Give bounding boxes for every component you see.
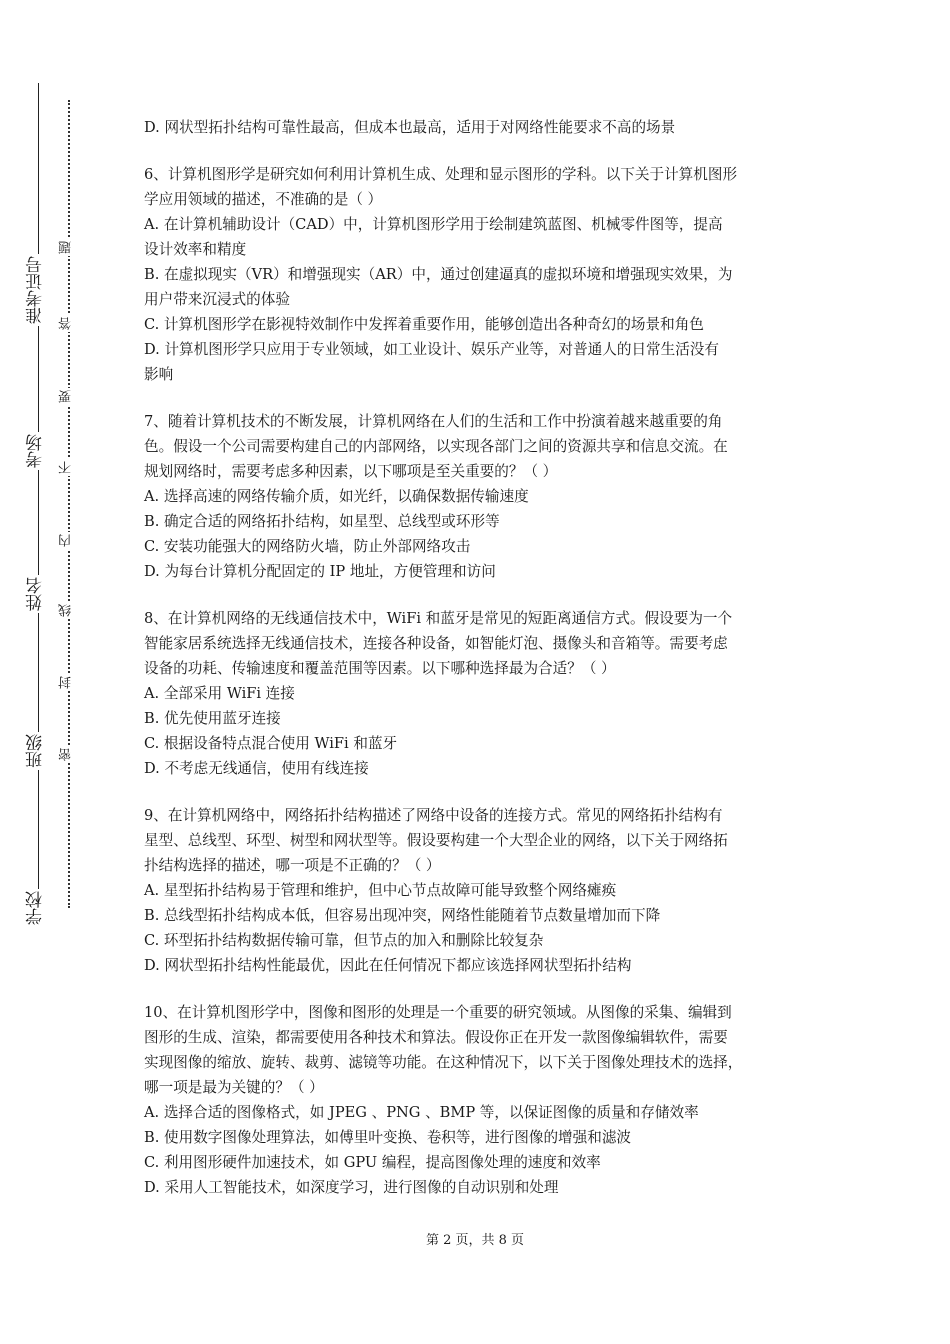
seal-char: 要 (59, 390, 74, 403)
q7-stem: 色。假设一个公司需要构建自己的内部网络，以实现各部门之间的资源共享和信息交流。在 (144, 438, 728, 455)
name-label: 姓名 (26, 577, 46, 611)
q6-option-a: 设计效率和精度 (144, 241, 247, 258)
q10-stem: 10、在计算机图形学中，图像和图形的处理是一个重要的研究领域。从图像的采集、编辑到 (144, 1004, 732, 1021)
exam-room-label: 考场 (26, 434, 46, 468)
school-label: 学校 (26, 891, 46, 925)
q8-stem: 8、在计算机网络的无线通信技术中，WiFi 和蓝牙是常见的短距离通信方式。假设要为一个 (144, 610, 733, 627)
q10-option-b: B. 使用数字图像处理算法，如傅里叶变换、卷积等，进行图像的增强和滤波 (144, 1129, 632, 1146)
q9-option-b: B. 总线型拓扑结构成本低，但容易出现冲突，网络性能随着节点数量增加而下降 (144, 907, 661, 924)
q10-stem: 哪一项是最为关键的？（ ） (144, 1079, 324, 1096)
q5-option-d: D. 网状型拓扑结构可靠性最高，但成本也最高，适用于对网络性能要求不高的场景 (144, 119, 676, 136)
q6-option-d: D. 计算机图形学只应用于专业领域，如工业设计、娱乐产业等，对普通人的日常生活没有 (144, 341, 720, 358)
q7-option-b: B. 确定合适的网络拓扑结构，如星型、总线型或环形等 (144, 513, 500, 530)
seal-char: 题 (59, 241, 74, 254)
q10-option-c: C. 利用图形硬件加速技术，如 GPU 编程，提高图像处理的速度和效率 (144, 1154, 601, 1171)
seal-char: 内 (59, 534, 74, 547)
q8-option-d: D. 不考虑无线通信，使用有线连接 (144, 760, 369, 777)
class-label: 班级 (26, 734, 46, 768)
q10-stem: 实现图像的缩放、旋转、裁剪、滤镜等功能。在这种情况下，以下关于图像处理技术的选择， (144, 1054, 743, 1071)
q6-option-d: 影响 (144, 366, 174, 383)
q7-option-c: C. 安装功能强大的网络防火墙，防止外部网络攻击 (144, 538, 471, 555)
q6-option-b: 用户带来沉浸式的体验 (144, 291, 290, 308)
q9-option-c: C. 环型拓扑结构数据传输可靠，但节点的加入和删除比较复杂 (144, 932, 544, 949)
seal-char: 密 (59, 748, 74, 761)
q7-stem: 7、随着计算机技术的不断发展，计算机网络在人们的生活和工作中扮演着越来越重要的角 (144, 413, 723, 430)
q6-option-c: C. 计算机图形学在影视特效制作中发挥着重要作用，能够创造出各种奇幻的场景和角色 (144, 316, 704, 333)
binding-margin (0, 0, 110, 1344)
q7-stem: 规划网络时，需要考虑多种因素，以下哪项是至关重要的？（ ） (144, 463, 558, 480)
q9-stem: 9、在计算机网络中，网络拓扑结构描述了网络中设备的连接方式。常见的网络拓扑结构有 (144, 807, 723, 824)
seal-char: 线 (59, 604, 74, 617)
seal-char: 封 (59, 676, 74, 689)
q8-option-a: A. 全部采用 WiFi 连接 (144, 685, 295, 702)
q9-stem: 星型、总线型、环型、树型和网状型等。假设要构建一个大型企业的网络，以下关于网络拓 (144, 832, 728, 849)
q9-option-a: A. 星型拓扑结构易于管理和维护，但中心节点故障可能导致整个网络瘫痪 (144, 882, 617, 899)
exam-id-label: 准考证号 (26, 256, 46, 324)
question-content (144, 115, 814, 1200)
q7-option-a: A. 选择高速的网络传输介质，如光纤，以确保数据传输速度 (144, 488, 529, 505)
q8-option-c: C. 根据设备特点混合使用 WiFi 和蓝牙 (144, 735, 398, 752)
page-number: 第 2 页，共 8 页 (425, 1233, 525, 1248)
binding-solid-line (38, 83, 39, 925)
q10-option-a: A. 选择合适的图像格式，如 JPEG 、PNG 、BMP 等，以保证图像的质量和存储效率 (144, 1104, 699, 1121)
q9-stem: 扑结构选择的描述，哪一项是不正确的？（ ） (144, 857, 441, 874)
seal-dotted-line (68, 100, 70, 908)
q7-option-d: D. 为每台计算机分配固定的 IP 地址，方便管理和访问 (144, 563, 496, 580)
seal-char: 不 (59, 461, 74, 474)
q6-stem: 学应用领域的描述，不准确的是（ ） (144, 191, 383, 208)
q8-stem: 智能家居系统选择无线通信技术，连接各种设备，如智能灯泡、摄像头和音箱等。需要考虑 (144, 635, 728, 652)
seal-char: 答 (59, 317, 74, 330)
q6-option-a: A. 在计算机辅助设计（CAD）中，计算机图形学用于绘制建筑蓝图、机械零件图等，提高 (144, 216, 723, 233)
q6-option-b: B. 在虚拟现实（VR）和增强现实（AR）中，通过创建逼真的虚拟环境和增强现实效果，为 (144, 266, 733, 283)
q6-stem: 6、计算机图形学是研究如何利用计算机生成、处理和显示图形的学科。以下关于计算机图形 (144, 166, 738, 183)
q10-option-d: D. 采用人工智能技术，如深度学习，进行图像的自动识别和处理 (144, 1179, 559, 1196)
q9-option-d: D. 网状型拓扑结构性能最优，因此在任何情况下都应该选择网状型拓扑结构 (144, 957, 632, 974)
q8-option-b: B. 优先使用蓝牙连接 (144, 710, 281, 727)
q10-stem: 图形的生成、渲染，都需要使用各种技术和算法。假设你正在开发一款图像编辑软件，需要 (144, 1029, 728, 1046)
q8-stem: 设备的功耗、传输速度和覆盖范围等因素。以下哪种选择最为合适？（ ） (144, 660, 616, 677)
